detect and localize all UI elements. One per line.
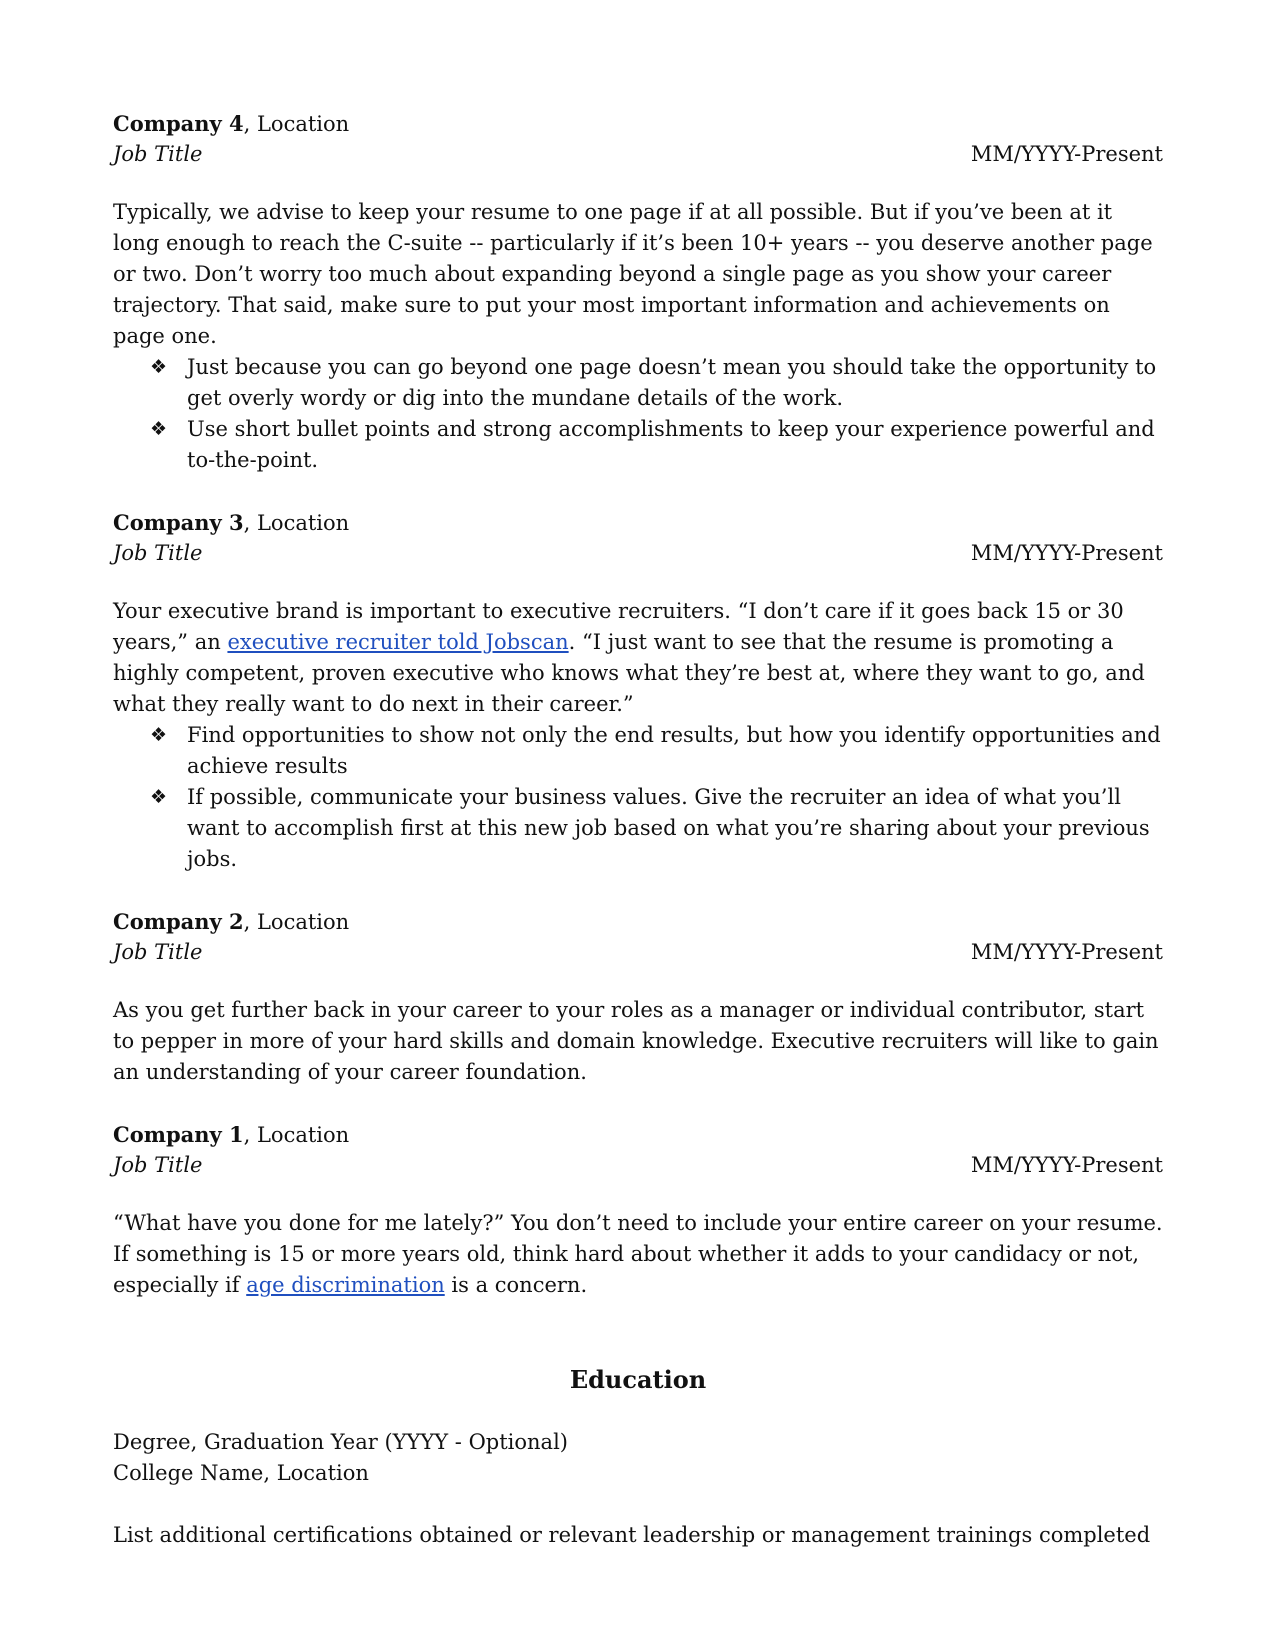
education-heading: Education bbox=[569, 1365, 707, 1394]
job-dates: MM/YYYY-Present bbox=[970, 541, 1163, 565]
diamond-bullet-icon: ❖ bbox=[150, 356, 168, 378]
job-header bbox=[113, 906, 1163, 937]
job-entry-company-2 bbox=[113, 906, 1163, 1088]
degree-line: Degree, Graduation Year (YYYY - Optional) bbox=[113, 1430, 568, 1454]
job-dates: MM/YYYY-Present bbox=[970, 1153, 1163, 1177]
bullet-list bbox=[113, 720, 1163, 875]
job-entry-company-4 bbox=[113, 108, 1163, 476]
job-description bbox=[113, 1208, 1163, 1301]
job-entry-company-3 bbox=[113, 507, 1163, 875]
job-dates: MM/YYYY-Present bbox=[970, 142, 1163, 166]
certifications-line: List additional certifications obtained or relevant leadership or management trainings completed bbox=[113, 1523, 1151, 1547]
diamond-bullet-icon: ❖ bbox=[150, 786, 168, 808]
company-name: Company 1 bbox=[113, 1122, 244, 1147]
resume-page bbox=[113, 108, 1163, 1551]
job-header bbox=[113, 108, 1163, 139]
description-text: is a concern. bbox=[444, 1273, 588, 1297]
description-text: “What have you done for me lately?” You don’t need to include your entire career on your resume. If something is 15 or more years old, think hard about whether it adds to your candidacy or not, especially if bbox=[113, 1211, 1163, 1297]
executive-recruiter-link[interactable]: executive recruiter told Jobscan bbox=[227, 630, 569, 654]
bullet-text: Use short bullet points and strong accomplishments to keep your experience powerful and to-the-point. bbox=[187, 417, 1155, 472]
company-location: , Location bbox=[243, 112, 350, 136]
job-dates: MM/YYYY-Present bbox=[970, 940, 1163, 964]
job-description bbox=[113, 596, 1163, 720]
company-location: , Location bbox=[243, 1123, 350, 1147]
list-item bbox=[150, 352, 1163, 414]
job-description: As you get further back in your career to your roles as a manager or individual contributor, start to pepper in more of your hard skills and domain knowledge. Executive recruiters will like to gain an understanding of your career foundation. bbox=[113, 998, 1159, 1084]
job-subheader bbox=[113, 937, 1163, 968]
bullet-text: Just because you can go beyond one page doesn’t mean you should take the opportunity to get overly wordy or dig into the mundane details of the work. bbox=[187, 355, 1157, 410]
bullet-text: Find opportunities to show not only the end results, but how you identify opportunities and achieve results bbox=[187, 723, 1161, 778]
age-discrimination-link[interactable]: age discrimination bbox=[246, 1273, 445, 1297]
company-location: , Location bbox=[243, 910, 350, 934]
diamond-bullet-icon: ❖ bbox=[150, 724, 168, 746]
job-subheader bbox=[113, 538, 1163, 569]
job-title: Job Title bbox=[113, 940, 203, 964]
list-item bbox=[150, 782, 1163, 875]
company-name: Company 2 bbox=[113, 909, 244, 934]
list-item bbox=[150, 720, 1163, 782]
job-header bbox=[113, 507, 1163, 538]
company-location: , Location bbox=[243, 511, 350, 535]
job-entry-company-1 bbox=[113, 1119, 1163, 1301]
job-description: Typically, we advise to keep your resume to one page if at all possible. But if you’ve been at it long enough to reach the C-suite -- particularly if it’s been 10+ years -- you deserve another page or two. Don’t worry too much about expanding beyond a single page as you show your career trajectory. That said, make sure to put your most important information and achievements on page one. bbox=[113, 200, 1153, 348]
job-title: Job Title bbox=[113, 1153, 203, 1177]
company-name: Company 4 bbox=[113, 111, 244, 136]
list-item bbox=[150, 414, 1163, 476]
job-subheader bbox=[113, 139, 1163, 170]
description-text: . “I just want to see that the resume is promoting a highly competent, proven executive who knows what they’re best at, where they want to go, and what they really want to do next in their career.” bbox=[113, 630, 1145, 716]
job-subheader bbox=[113, 1150, 1163, 1181]
bullet-text: If possible, communicate your business values. Give the recruiter an idea of what you’ll want to accomplish first at this new job based on what you’re sharing about your previous jobs. bbox=[187, 785, 1150, 871]
diamond-bullet-icon: ❖ bbox=[150, 418, 168, 440]
job-title: Job Title bbox=[113, 142, 203, 166]
bullet-list bbox=[113, 352, 1163, 476]
job-header bbox=[113, 1119, 1163, 1150]
description-text: Your executive brand is important to executive recruiters. “I don’t care if it goes back 15 or 30 years,” an bbox=[113, 599, 1124, 654]
company-name: Company 3 bbox=[113, 510, 244, 535]
job-title: Job Title bbox=[113, 541, 203, 565]
college-line: College Name, Location bbox=[113, 1461, 369, 1485]
